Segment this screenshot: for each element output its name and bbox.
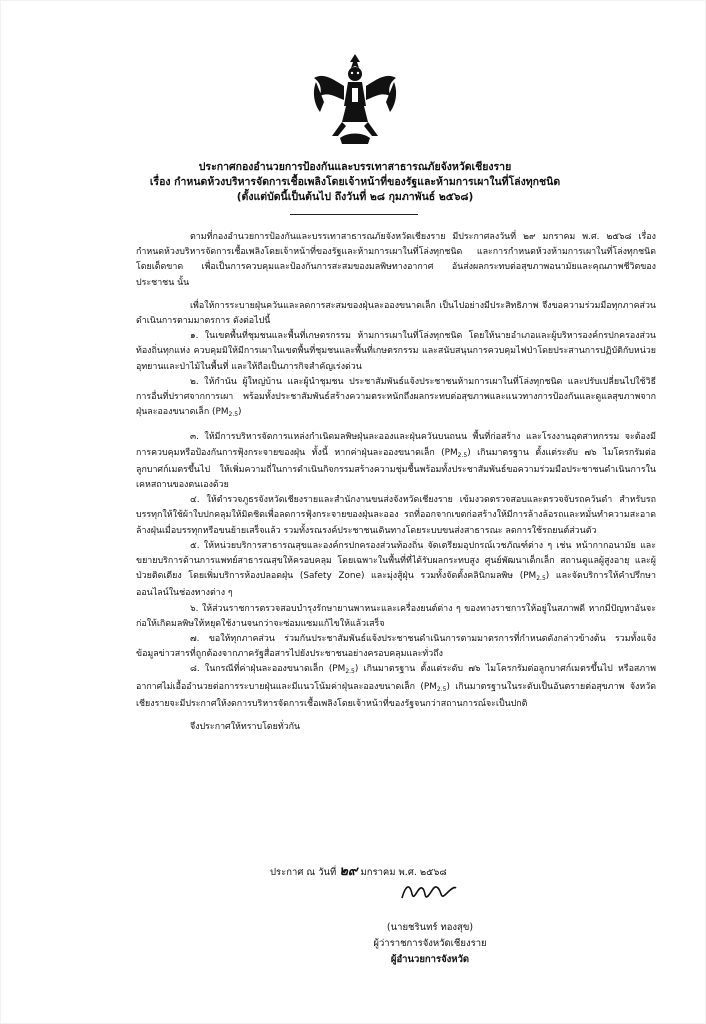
measure-8-text-a: ๘. ในกรณีที่ค่าฝุ่นละอองขนาดเล็ก (PM xyxy=(190,664,346,675)
pm-subscript: 2.5 xyxy=(536,575,546,583)
closing-line: จึงประกาศให้ทราบโดยทั่วกัน xyxy=(190,722,301,733)
purpose-paragraph: เพื่อให้การระบายฝุ่นควันและลดการสะสมของฝุ่นละอองขนาดเล็ก เป็นไปอย่างมีประสิทธิภาพ จึงขอความร่วมมือทุกภาคส่วนดำเนินการตามมาตรการ ดังต่อไปนี้ xyxy=(136,300,656,327)
measure-3 xyxy=(136,430,656,493)
measure-5-text-b: ) และจัดบริการให้คำปรึกษาออนไลน์ในช่องทางต่าง ๆ xyxy=(136,571,656,599)
measure-7: ๗. ขอให้ทุกภาคส่วน ร่วมกันประชาสัมพันธ์แจ้งประชาชนดำเนินการตามมาตรการที่กำหนดดังกล่าวข้างต้น รวมทั้งแจ้งข้อมูลข่าวสารที่ถูกต้องจากภาครัฐสื่อสารไปยังประชาชนอย่างครอบคลุมและทั่วถึง xyxy=(136,634,656,660)
measure-2-end: ) xyxy=(238,407,242,418)
pm-subscript: 2.5 xyxy=(228,411,239,419)
pm-subscript: 2.5 xyxy=(345,668,355,676)
intro-paragraph: ตามที่กองอำนวยการป้องกันและบรรเทาสาธารณภัยจังหวัดเชียงราย มีประกาศลงวันที่ ๒๙ มกราคม พ.ศ. ๒๕๖๘ เรื่อง กำหนดห้วงบริหารจัดการเชื้อเพลิงโดยเจ้าหน้าที่ของรัฐและห้ามการเผาในที่โล่งทุกชนิด และการกำหนดห้วงห้ามการเผาในที่โล่งทุกชนิดโดยเด็ดขาด เพื่อเป็นการควบคุมและป้องกันการสะสมของมลพิษทางอากาศ อันส่งผลกระทบต่อสุขภาพอนามัยและคุณภาพชีวิตของประชาชน นั้น xyxy=(136,232,656,288)
measure-8-text-c: ) เกินมาตรฐานในระดับเป็นอันตรายต่อสุขภาพ จังหวัดเชียงรายจะมีประกาศให้งดการบริหารจัดการเชื้อเพลิงโดยเจ้าหน้าที่ของรัฐจนกว่าสถานการณ์จะเป็นปกติ xyxy=(136,681,656,709)
garuda-emblem-icon xyxy=(310,52,400,148)
issuer-title: ประกาศกองอำนวยการป้องกันและบรรเทาสาธารณภัยจังหวัดเชียงราย xyxy=(198,161,512,173)
handwritten-signature-icon xyxy=(398,878,458,904)
measure-5-text-a: ๕. ให้หน่วยบริการสาธารณสุขและองค์กรปกครองส่วนท้องถิ่น จัดเตรียมอุปกรณ์เวชภัณฑ์ต่าง ๆ เช่น หน้ากากอนามัย และขยายบริการด้านการแพทย์สาธารณสุขให้ครอบคลุม โดยเฉพาะในพื้นที่ที่ได้รับผลกระทบสูง ศูนย์พัฒนาเด็กเล็ก สถานดูแลผู้สูงอายุ และผู้ป่วยติดเตียง โดยเพิ่มบริการห้องปลอดฝุ่น (Safety Zone) และมุ่งสู้ฝุ่น รวมทั้งจัดตั้งคลินิกมลพิษ (PM xyxy=(136,540,656,582)
signing-day: ๒๙ xyxy=(339,864,358,879)
signer-role: ผู้อำนวยการจังหวัด xyxy=(390,954,470,965)
header-divider xyxy=(290,214,418,215)
pm-subscript: 2.5 xyxy=(457,451,468,459)
period-title: (ตั้งแต่บัดนี้เป็นต้นไป ถึงวันที่ ๒๘ กุมภาพันธ์ ๒๕๖๘) xyxy=(236,191,474,203)
announcement-body xyxy=(136,230,656,735)
measure-6: ๖. ให้ส่วนราชการตรวจสอบบำรุงรักษายานพาหนะและเครื่องยนต์ต่าง ๆ ของทางราชการให้อยู่ในสภาพดี หากมีปัญหาอันจะก่อให้เกิดมลพิษให้หยุดใช้งานจนกว่าจะซ่อมแซมแก้ไขให้แล้วเสร็จ xyxy=(136,603,656,629)
announcement-header xyxy=(60,160,650,205)
measure-8 xyxy=(136,662,656,712)
signing-prefix: ประกาศ ณ วันที่ xyxy=(270,867,337,878)
measure-2-text: ๒. ให้กำนัน ผู้ใหญ่บ้าน และผู้นำชุมชน ประชาสัมพันธ์แจ้งประชาชนห้ามการเผาในที่โล่งทุกชนิด และปรับเปลี่ยนไปใช้วิธีการอื่นที่ปราศจากการเผา พร้อมทั้งประชาสัมพันธ์สร้างความตระหนักถึงผลกระทบต่อสุขภาพและแนวทางการป้องกันและดูแลสุขภาพจากฝุ่นละอองขนาดเล็ก (PM xyxy=(136,376,656,418)
measure-5 xyxy=(136,539,656,602)
measure-1: ๑. ในเขตพื้นที่ชุมชนและพื้นที่เกษตรกรรม ห้ามการเผาในที่โล่งทุกชนิด โดยให้นายอำเภอและผู้บริหารองค์กรปกครองส่วนท้องถิ่นทุกแห่ง ควบคุมมิให้มีการเผาในเขตพื้นที่ชุมชนและพื้นที่เกษตรกรรม และสนับสนุนการควบคุมไฟป่าโดยประสานการปฏิบัติกับหน่วยอุทยานและป่าไม้ในพื้นที่ และให้ถือเป็นภารกิจสำคัญเร่งด่วน xyxy=(136,331,656,372)
pm-subscript: 2.5 xyxy=(436,685,447,693)
measure-3-text-b: ) เกินมาตรฐาน ตั้งแต่ระดับ ๗๖ ไมโครกรัมต่อลูกบาศก์เมตรขึ้นไป ให้เพิ่มความถี่ในการดำเนินกิจกรรมสร้างความชุ่มชื้นพร้อมทั้งประชาสัมพันธ์ขอความร่วมมือประชาชนดำเนินการในเคหสถานของตนเองด้วย xyxy=(136,447,656,491)
signing-month-year: มกราคม พ.ศ. ๒๕๖๘ xyxy=(360,867,447,878)
subject-title: เรื่อง กำหนดห้วงบริหารจัดการเชื้อเพลิงโดยเจ้าหน้าที่ของรัฐและห้ามการเผาในที่โล่งทุกชนิด xyxy=(149,176,561,188)
measure-8-text-b: ) เกินมาตรฐาน ตั้งแต่ระดับ ๗๖ ไมโครกรัมต่อลูกบาศก์เมตรขึ้นไป หรือสภาพอากาศไม่เอื้ออำนวยต่อการระบายฝุ่นและมีแนวโน้มค่าฝุ่นละอองขนาดเล็ก (PM xyxy=(136,664,656,692)
measure-2 xyxy=(136,375,656,423)
signer-position: ผู้ว่าราชการจังหวัดเชียงราย xyxy=(373,938,487,949)
signer-name: (นายชรินทร์ ทองสุข) xyxy=(386,922,474,933)
measure-4: ๔. ให้ตำรวจภูธรจังหวัดเชียงรายและสำนักงานขนส่งจังหวัดเชียงราย เข้มงวดตรวจสอบและตรวจจับรถควันดำ สำหรับรถบรรทุกให้ใช้ผ้าใบปกคลุมให้มิดชิดเพื่อลดการฟุ้งกระจายของฝุ่นละออง รถที่ออกจากเขตก่อสร้างให้มีการล้างล้อรถและหมั่นทำความสะอาดล้างฝุ่นเมื่อบรรทุกหรือขนย้ายเสร็จแล้ว รวมทั้งรณรงค์ประชาชนเดินทางโดยระบบขนส่งสาธารณะ ลดการใช้รถยนต์ส่วนตัว xyxy=(136,495,656,536)
signer-block xyxy=(360,920,500,968)
measure-3-text-a: ๓. ให้มีการบริหารจัดการแหล่งกำเนิดมลพิษฝุ่นละอองและฝุ่นควันบนถนน พื้นที่ก่อสร้าง และโรงงานอุตสาหกรรม จะต้องมีการควบคุมหรือป้องกันการฟุ้งกระจายของฝุ่น ทั้งนี้ หากค่าฝุ่นละอองขนาดเล็ก (PM xyxy=(136,432,656,458)
